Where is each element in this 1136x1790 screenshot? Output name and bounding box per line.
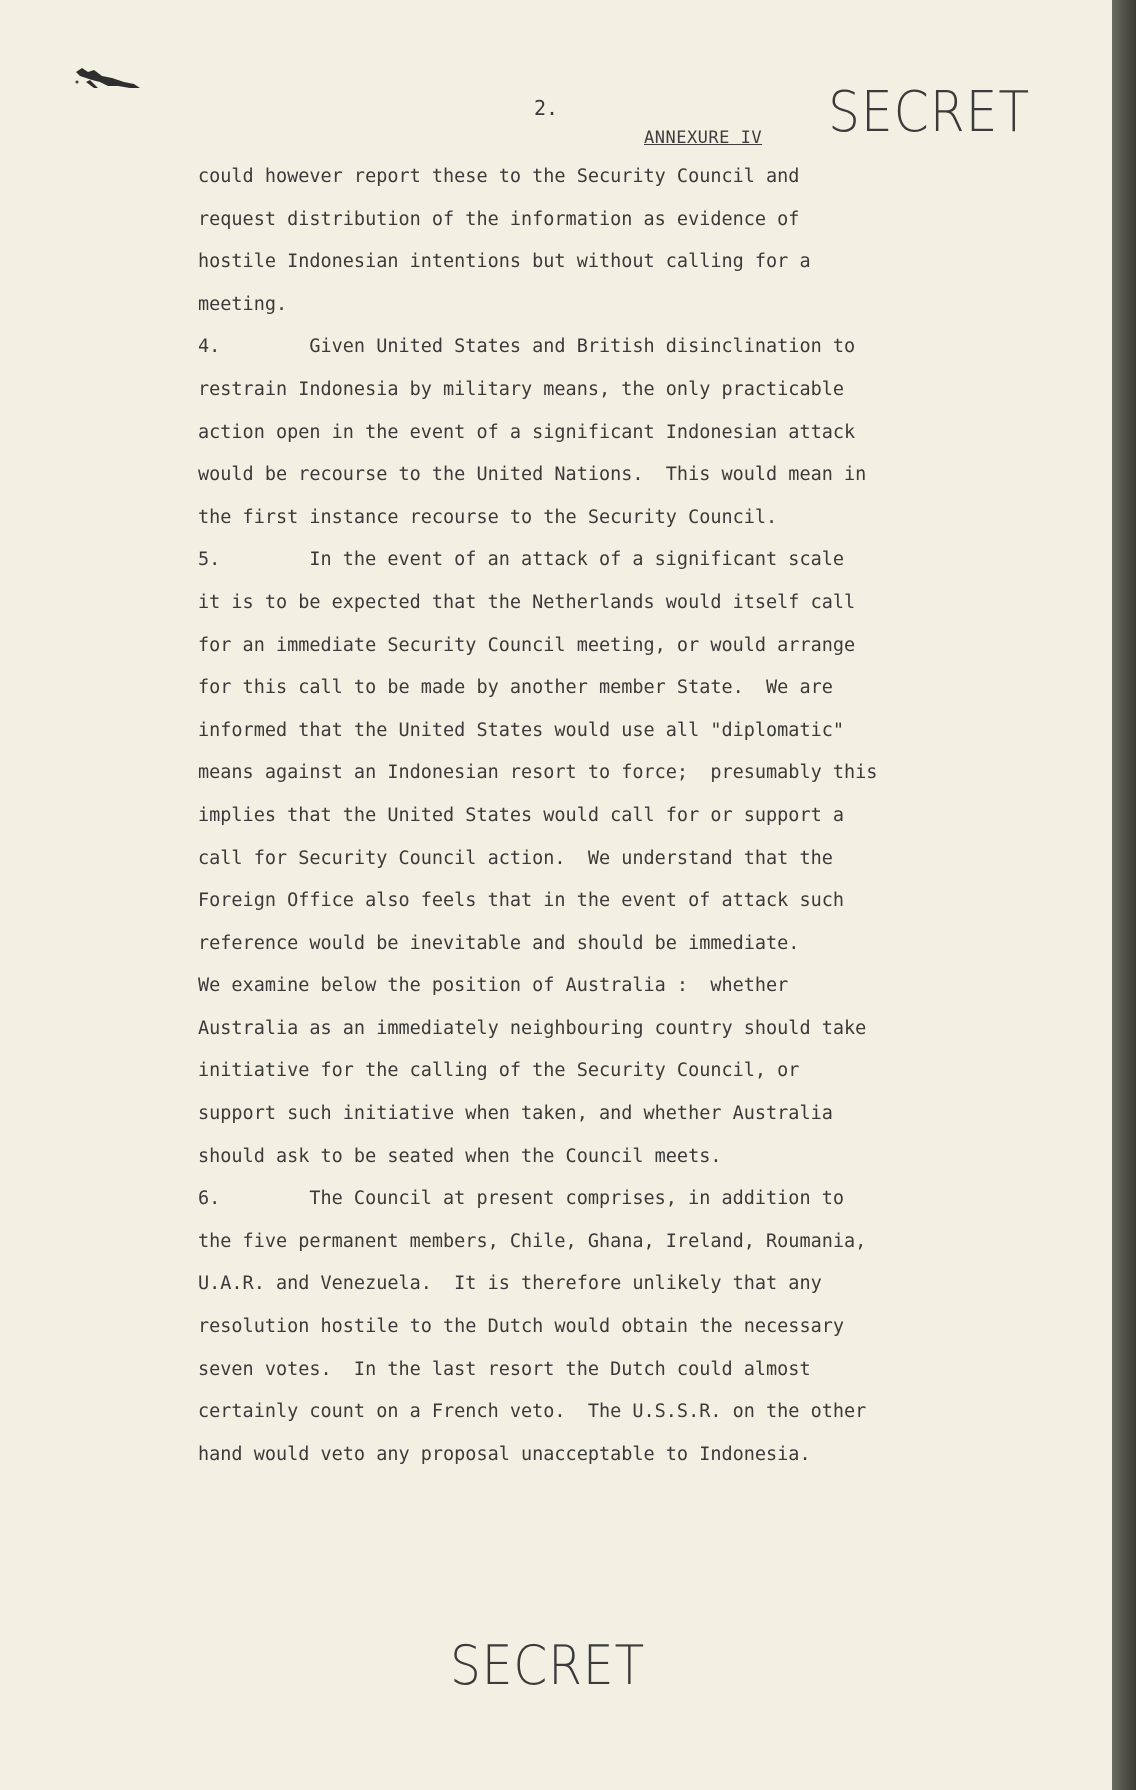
corner-mark-icon [72, 58, 144, 102]
text-line: hostile Indonesian intentions but without calling for a [198, 251, 811, 273]
text-line: restrain Indonesia by military means, the only practicable [198, 378, 845, 400]
text-line: request distribution of the information as evidence of [198, 208, 800, 230]
text-line: call for Security Council action. We understand that the [198, 847, 833, 869]
text-line: should ask to be seated when the Council meets. [198, 1145, 722, 1167]
text-line: informed that the United States would use all "diplomatic" [198, 719, 845, 741]
text-line: implies that the United States would call for or support a [198, 804, 845, 826]
text-line: could however report these to the Security Council and [198, 166, 800, 187]
text-line: resolution hostile to the Dutch would obtain the necessary [198, 1316, 845, 1338]
text-line: Foreign Office also feels that in the event of attack such [198, 890, 845, 912]
text-line: 4. Given United States and British disinclination to [198, 336, 856, 358]
text-line: certainly count on a French veto. The U.S.S.R. on the other [198, 1401, 867, 1423]
page-number: 2. [534, 96, 559, 120]
classification-stamp-bottom: SECRET [450, 1634, 646, 1697]
text-line: means against an Indonesian resort to force; presumably this [198, 762, 878, 784]
text-line: the first instance recourse to the Security Council. [198, 506, 778, 528]
annexure-heading: ANNEXURE IV [644, 128, 763, 148]
page-edge [1112, 0, 1136, 1790]
text-line: U.A.R. and Venezuela. It is therefore unlikely that any [198, 1273, 822, 1295]
text-line: reference would be inevitable and should be immediate. [198, 932, 800, 954]
text-line: 5. In the event of an attack of a significant scale [198, 549, 845, 571]
body-text [198, 156, 1058, 1476]
text-line: 6. The Council at present comprises, in addition to [198, 1188, 845, 1210]
text-line: support such initiative when taken, and whether Australia [198, 1103, 833, 1125]
text-line: it is to be expected that the Netherlands would itself call [198, 591, 856, 613]
text-line: initiative for the calling of the Security Council, or [198, 1060, 800, 1082]
text-line: for an immediate Security Council meeting, or would arrange [198, 634, 856, 656]
text-line: We examine below the position of Australia : whether [198, 975, 789, 997]
text-line: action open in the event of a significant Indonesian attack [198, 421, 856, 443]
text-line: Australia as an immediately neighbouring country should take [198, 1017, 867, 1039]
text-line: for this call to be made by another member State. We are [198, 677, 833, 699]
text-line: the five permanent members, Chile, Ghana, Ireland, Roumania, [198, 1230, 867, 1252]
text-line: meeting. [198, 293, 288, 315]
text-line: would be recourse to the United Nations. This would mean in [198, 464, 867, 486]
text-line: hand would veto any proposal unacceptable to Indonesia. [198, 1443, 811, 1465]
text-line: seven votes. In the last resort the Dutch could almost [198, 1358, 811, 1380]
classification-stamp-top: SECRET [828, 80, 1031, 145]
